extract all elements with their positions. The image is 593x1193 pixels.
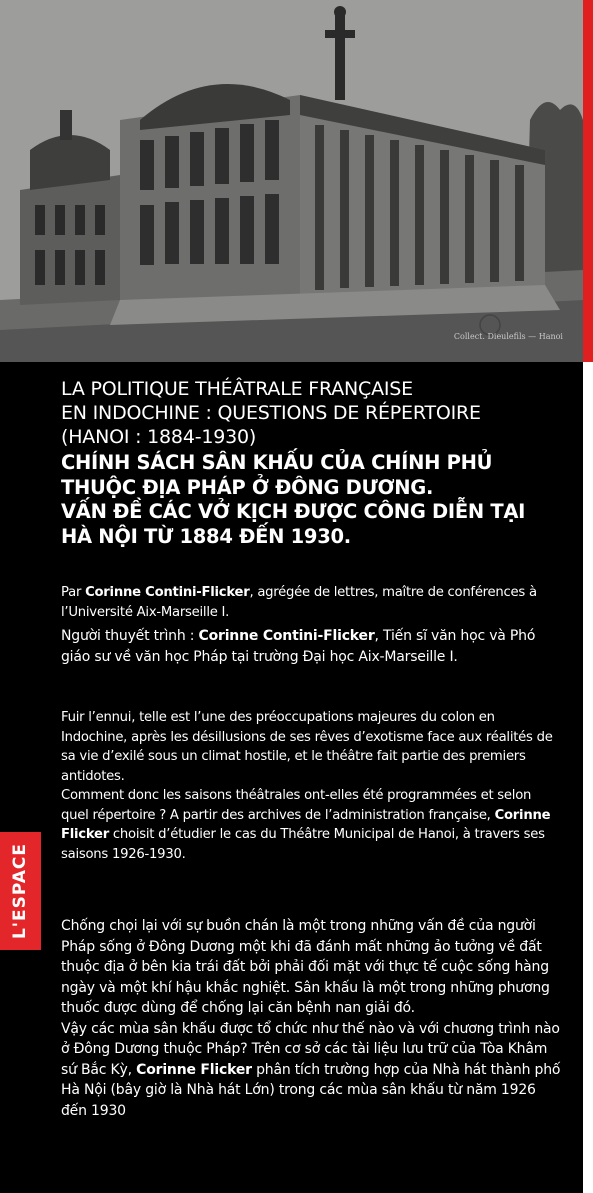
body-vn-p2-name: Corinne Flicker	[136, 1061, 252, 1078]
speaker-name: Corinne Contini-Flicker	[85, 585, 250, 600]
section-tab-label: L'ESPACE	[10, 842, 30, 940]
body-vn-paragraph-1: Chống chọi lại với sự buồn chán là một trong những vấn đề của người Pháp sống ở Đông Dương một khi đã đánh mất những ảo tưởng về đất thuộc địa ở bên kia trái đất bởi phải đối mặt với thực tế cuộc sống hàng ngày và một khí hậu khắc nghiệt. Sân khấu là một trong những phương thuốc được dùng để chống lại căn bệnh nan giải đó.	[61, 918, 550, 1016]
title-vn-line: THUỘC ĐỊA PHÁP Ở ĐÔNG DƯƠNG.	[61, 475, 434, 499]
title-fr-line: (HANOI : 1884-1930)	[61, 426, 257, 448]
speaker-fr-suffix: , agrégée de lettres, maître de conférences à l’Université Aix-Marseille I.	[61, 585, 537, 620]
body-vietnamese	[61, 916, 561, 1121]
title-fr-line: EN INDOCHINE : QUESTIONS DE RÉPERTOIRE	[61, 402, 481, 424]
speaker-vietnamese	[61, 626, 561, 667]
speaker-fr-prefix: Par	[61, 585, 86, 600]
title-vn-line: CHÍNH SÁCH SÂN KHẤU CỦA CHÍNH PHỦ	[61, 451, 493, 474]
body-fr-paragraph-1: Fuir l’ennui, telle est l’une des préoccupations majeures du colon en Indochine, après les désillusions de ses rêves d’exotisme face aux réalités de sa vie d’exilé sous un climat hostile, et le théâtre fait partie des premiers antidotes.	[61, 710, 553, 784]
red-edge-strip	[583, 0, 593, 362]
body-vn-p2-text-end: phân tích trường hợp của Nhà hát thành phố Hà Nội (bây giờ là Nhà hát Lớn) trong các mùa sân khấu từ năm 1926 đến 1930	[61, 1061, 561, 1119]
white-edge-strip	[583, 362, 593, 1193]
speaker-vn-prefix: Người thuyết trình :	[61, 628, 199, 644]
body-fr-paragraph-2	[61, 786, 561, 864]
speaker-french	[61, 583, 561, 622]
speaker-name: Corinne Contini-Flicker	[198, 628, 375, 644]
title-vietnamese	[61, 451, 571, 549]
opera-house-photo	[0, 0, 583, 362]
title-vn-line: VẤN ĐỀ CÁC VỞ KỊCH ĐƯỢC CÔNG DIỄN TẠI	[61, 500, 526, 523]
speaker-vn-suffix: , Tiến sĩ văn học và Phó giáo sư về văn học Pháp tại trường Đại học Aix-Marseille I.	[61, 628, 536, 665]
body-vn-p2-text: Vậy các mùa sân khấu được tổ chức như thế nào và với chương trình nào ở Đông Dương thuộc Pháp? Trên cơ sở các tài liệu lưu trữ của Tòa Khâm sứ Bắc Kỳ,	[61, 1020, 560, 1078]
photo-caption: Collect. Dieulefils — Hanoi	[453, 332, 563, 341]
body-french	[61, 708, 561, 864]
title-french	[61, 377, 561, 449]
opera-house-illustration	[0, 0, 583, 362]
body-fr-p2-text-end: choisit d’étudier le cas du Théâtre Municipal de Hanoi, à travers ses saisons 1926-1930.	[61, 827, 545, 862]
body-fr-p2-name: Corinne Flicker	[61, 807, 551, 842]
body-fr-p2-text: Comment donc les saisons théâtrales ont-elles été programmées et selon quel répertoire ? A partir des archives de l’administration française,	[61, 788, 532, 823]
title-vn-line: HÀ NỘI TỪ 1884 ĐẾN 1930.	[61, 524, 351, 548]
body-vn-paragraph-2	[61, 1019, 561, 1122]
title-fr-line: LA POLITIQUE THÉÂTRALE FRANÇAISE	[61, 378, 413, 400]
section-tab	[0, 832, 41, 950]
